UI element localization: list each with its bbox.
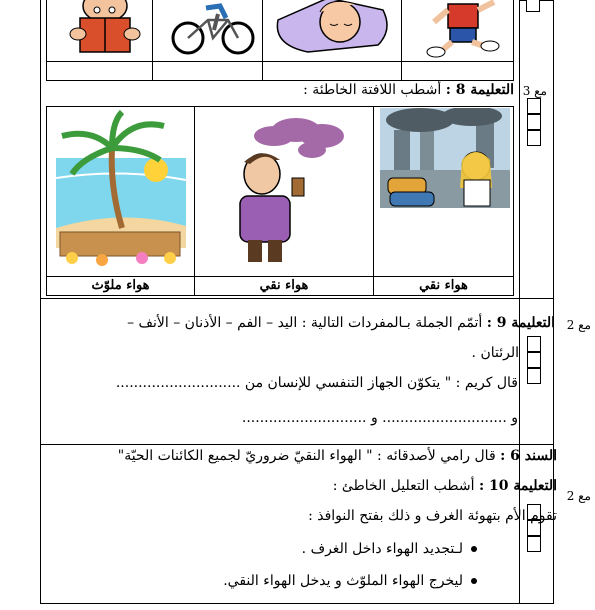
q9-line1-text: أتمّم الجملة بـالمفردات التالية : اليد – الفم – الأذنان – الأنف – — [127, 315, 483, 331]
left-border — [40, 0, 41, 604]
bullet-icon — [471, 578, 477, 584]
q9-criterion: مع 2 — [566, 318, 591, 332]
q10-option-2[interactable] — [223, 573, 477, 589]
man-smoking-image — [222, 116, 350, 266]
q8-checkbox-3[interactable] — [527, 130, 541, 146]
q9-line-4: و ............................ و ............................ — [241, 410, 518, 426]
q8-criterion: مع 3 — [522, 84, 547, 98]
q9-checkbox-3[interactable] — [527, 368, 541, 384]
boy-reading-image — [60, 0, 150, 58]
caption-beach: هواء ملوّث — [91, 278, 150, 293]
boy-sleeping-image — [268, 0, 396, 60]
polluted-city-image — [380, 108, 510, 208]
q9-line-3: قال كريم : " يتكوّن الجهاز التنفسي للإنسان من ............................ — [115, 375, 518, 391]
q10-option-2-text: ليخرج الهواء الملوّث و يدخل الهواء النقي. — [223, 573, 463, 589]
caption-polluted-city: هواء نقي — [419, 278, 468, 293]
q8-instruction — [303, 82, 514, 98]
caption-man-smoking: هواء نقي — [259, 278, 309, 293]
q8-checkbox-1[interactable] — [527, 98, 541, 114]
q8-label: التعليمة 8 : — [445, 82, 514, 98]
bottom-border — [40, 603, 554, 604]
q10-text: أشطب التعليل الخاطئ : — [332, 478, 475, 494]
boy-running-image — [420, 0, 510, 58]
sanad-text: قال رامي لأصدقائه : " الهواء النقيّ ضروريّ لجميع الكائنات الحيّة" — [117, 448, 496, 464]
q10-option-1[interactable] — [302, 541, 477, 557]
q9-line-2: الرئتان . — [471, 345, 519, 361]
q10-sanad — [118, 448, 557, 464]
criterion-checkbox[interactable] — [526, 0, 540, 12]
q10-checkbox-3[interactable] — [527, 536, 541, 552]
q8-checkbox-2[interactable] — [527, 114, 541, 130]
q9-checkbox-2[interactable] — [527, 352, 541, 368]
q9-line-1 — [127, 315, 555, 331]
q10-instruction — [333, 478, 557, 494]
q10-criterion: مع 2 — [566, 489, 591, 503]
sanad-label: السند 6 : — [500, 448, 557, 464]
q8-text: أشطب اللافتة الخاطئة : — [303, 82, 442, 98]
q10-label: التعليمة 10 : — [479, 478, 557, 494]
q10-line-1: تقوم الأم بتهوئة الغرف و ذلك بفتح النوافذ : — [308, 508, 557, 524]
q9-checkbox-1[interactable] — [527, 336, 541, 352]
boy-cycling-image — [168, 0, 258, 58]
q9-label: التعليمة 9 : — [486, 315, 555, 331]
beach-image — [52, 108, 190, 274]
q10-option-1-text: لـتجديد الهواء داخل الغرف . — [301, 541, 463, 557]
bullet-icon — [471, 546, 477, 552]
